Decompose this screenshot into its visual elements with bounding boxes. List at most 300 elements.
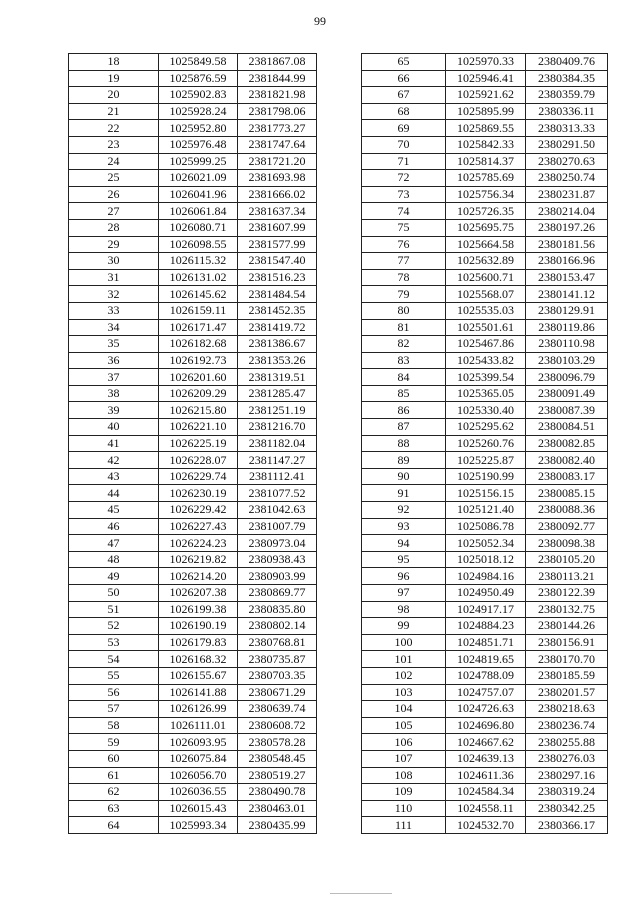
y-coordinate-cell: 2380639.74 [238,701,317,718]
x-coordinate-cell: 1025952.80 [159,120,238,137]
x-coordinate-cell: 1026192.73 [159,352,238,369]
table-row [69,767,317,784]
point-number-cell: 23 [69,136,159,153]
table-row [362,186,608,203]
table-row [362,585,608,602]
y-coordinate-cell: 2380082.85 [526,435,608,452]
point-number-cell: 95 [362,551,446,568]
table-row [362,452,608,469]
y-coordinate-cell: 2380153.47 [526,269,608,286]
point-number-cell: 94 [362,535,446,552]
point-number-cell: 62 [69,784,159,801]
table-row [362,701,608,718]
point-number-cell: 35 [69,336,159,353]
y-coordinate-cell: 2380519.27 [238,767,317,784]
y-coordinate-cell: 2380835.80 [238,601,317,618]
table-row [362,817,608,834]
y-coordinate-cell: 2380092.77 [526,518,608,535]
table-row [362,336,608,353]
point-number-cell: 63 [69,800,159,817]
x-coordinate-cell: 1026061.84 [159,203,238,220]
x-coordinate-cell: 1026115.32 [159,253,238,270]
table-row [69,219,317,236]
table-row [69,667,317,684]
table-row [362,54,608,71]
point-number-cell: 97 [362,585,446,602]
y-coordinate-cell: 2380548.45 [238,750,317,767]
x-coordinate-cell: 1025121.40 [446,502,526,519]
x-coordinate-cell: 1024667.62 [446,734,526,751]
point-number-cell: 32 [69,286,159,303]
table-row [362,618,608,635]
table-row [69,136,317,153]
table-row [362,502,608,519]
y-coordinate-cell: 2380083.17 [526,468,608,485]
y-coordinate-cell: 2381721.20 [238,153,317,170]
y-coordinate-cell: 2380409.76 [526,54,608,71]
table-row [69,236,317,253]
table-row [69,385,317,402]
point-number-cell: 48 [69,551,159,568]
point-number-cell: 25 [69,170,159,187]
x-coordinate-cell: 1025330.40 [446,402,526,419]
table-body-right [362,54,608,834]
table-row [362,468,608,485]
point-number-cell: 77 [362,253,446,270]
point-number-cell: 68 [362,103,446,120]
y-coordinate-cell: 2381798.06 [238,103,317,120]
point-number-cell: 19 [69,70,159,87]
table-row [362,750,608,767]
x-coordinate-cell: 1025600.71 [446,269,526,286]
table-row [69,784,317,801]
x-coordinate-cell: 1024917.17 [446,601,526,618]
point-number-cell: 59 [69,734,159,751]
y-coordinate-cell: 2380166.96 [526,253,608,270]
point-number-cell: 47 [69,535,159,552]
y-coordinate-cell: 2380141.12 [526,286,608,303]
table-row [69,302,317,319]
x-coordinate-cell: 1024950.49 [446,585,526,602]
x-coordinate-cell: 1026215.80 [159,402,238,419]
table-row [69,485,317,502]
x-coordinate-cell: 1026229.74 [159,468,238,485]
point-number-cell: 24 [69,153,159,170]
table-row [69,419,317,436]
y-coordinate-cell: 2381386.67 [238,336,317,353]
point-number-cell: 109 [362,784,446,801]
footer-rule [330,893,392,894]
x-coordinate-cell: 1024819.65 [446,651,526,668]
table-row [69,684,317,701]
x-coordinate-cell: 1025695.75 [446,219,526,236]
y-coordinate-cell: 2381577.99 [238,236,317,253]
table-row [362,103,608,120]
y-coordinate-cell: 2380098.38 [526,535,608,552]
table-row [362,518,608,535]
x-coordinate-cell: 1024757.07 [446,684,526,701]
table-row [362,136,608,153]
x-coordinate-cell: 1025993.34 [159,817,238,834]
point-number-cell: 51 [69,601,159,618]
y-coordinate-cell: 2380084.51 [526,419,608,436]
point-number-cell: 82 [362,336,446,353]
point-number-cell: 108 [362,767,446,784]
point-number-cell: 79 [362,286,446,303]
y-coordinate-cell: 2381353.26 [238,352,317,369]
table-row [362,551,608,568]
table-row [362,485,608,502]
x-coordinate-cell: 1025156.15 [446,485,526,502]
table-row [362,302,608,319]
x-coordinate-cell: 1025814.37 [446,153,526,170]
x-coordinate-cell: 1025921.62 [446,87,526,104]
y-coordinate-cell: 2380938.43 [238,551,317,568]
x-coordinate-cell: 1026224.23 [159,535,238,552]
x-coordinate-cell: 1026190.19 [159,618,238,635]
y-coordinate-cell: 2380291.50 [526,136,608,153]
y-coordinate-cell: 2380156.91 [526,634,608,651]
table-row [362,70,608,87]
coordinate-table-right [361,53,608,834]
table-row [362,535,608,552]
y-coordinate-cell: 2381112.41 [238,468,317,485]
point-number-cell: 66 [362,70,446,87]
point-number-cell: 22 [69,120,159,137]
table-row [69,585,317,602]
x-coordinate-cell: 1026145.62 [159,286,238,303]
y-coordinate-cell: 2381867.08 [238,54,317,71]
x-coordinate-cell: 1025433.82 [446,352,526,369]
point-number-cell: 80 [362,302,446,319]
point-number-cell: 107 [362,750,446,767]
x-coordinate-cell: 1025999.25 [159,153,238,170]
y-coordinate-cell: 2381452.35 [238,302,317,319]
point-number-cell: 46 [69,518,159,535]
table-row [69,634,317,651]
table-row [69,103,317,120]
point-number-cell: 85 [362,385,446,402]
point-number-cell: 75 [362,219,446,236]
point-number-cell: 64 [69,817,159,834]
point-number-cell: 71 [362,153,446,170]
y-coordinate-cell: 2380088.36 [526,502,608,519]
table-row [362,236,608,253]
x-coordinate-cell: 1024696.80 [446,717,526,734]
x-coordinate-cell: 1025568.07 [446,286,526,303]
table-row [362,651,608,668]
y-coordinate-cell: 2380313.33 [526,120,608,137]
table-row [362,402,608,419]
y-coordinate-cell: 2380087.39 [526,402,608,419]
x-coordinate-cell: 1025842.33 [446,136,526,153]
point-number-cell: 89 [362,452,446,469]
x-coordinate-cell: 1025902.83 [159,87,238,104]
point-number-cell: 99 [362,618,446,635]
x-coordinate-cell: 1025052.34 [446,535,526,552]
point-number-cell: 31 [69,269,159,286]
x-coordinate-cell: 1026207.38 [159,585,238,602]
point-number-cell: 81 [362,319,446,336]
coordinate-table-left [68,53,317,834]
y-coordinate-cell: 2381844.99 [238,70,317,87]
point-number-cell: 36 [69,352,159,369]
point-number-cell: 42 [69,452,159,469]
y-coordinate-cell: 2380197.26 [526,219,608,236]
x-coordinate-cell: 1025467.86 [446,336,526,353]
table-row [69,568,317,585]
point-number-cell: 98 [362,601,446,618]
y-coordinate-cell: 2380359.79 [526,87,608,104]
table-row [362,419,608,436]
table-row [69,402,317,419]
point-number-cell: 56 [69,684,159,701]
y-coordinate-cell: 2380250.74 [526,170,608,187]
table-row [362,601,608,618]
point-number-cell: 92 [362,502,446,519]
y-coordinate-cell: 2380435.99 [238,817,317,834]
x-coordinate-cell: 1025365.05 [446,385,526,402]
y-coordinate-cell: 2380096.79 [526,369,608,386]
point-number-cell: 55 [69,667,159,684]
table-row [362,784,608,801]
point-number-cell: 101 [362,651,446,668]
table-row [69,800,317,817]
table-row [69,518,317,535]
y-coordinate-cell: 2380181.56 [526,236,608,253]
table-row [69,286,317,303]
x-coordinate-cell: 1025086.78 [446,518,526,535]
table-row [362,352,608,369]
y-coordinate-cell: 2381484.54 [238,286,317,303]
x-coordinate-cell: 1025928.24 [159,103,238,120]
y-coordinate-cell: 2380578.28 [238,734,317,751]
table-row [69,750,317,767]
y-coordinate-cell: 2380319.24 [526,784,608,801]
point-number-cell: 67 [362,87,446,104]
y-coordinate-cell: 2380366.17 [526,817,608,834]
table-row [69,54,317,71]
y-coordinate-cell: 2381182.04 [238,435,317,452]
table-row [362,634,608,651]
y-coordinate-cell: 2381747.64 [238,136,317,153]
y-coordinate-cell: 2381516.23 [238,269,317,286]
point-number-cell: 110 [362,800,446,817]
x-coordinate-cell: 1024558.11 [446,800,526,817]
point-number-cell: 105 [362,717,446,734]
y-coordinate-cell: 2381637.34 [238,203,317,220]
y-coordinate-cell: 2381077.52 [238,485,317,502]
y-coordinate-cell: 2380122.39 [526,585,608,602]
x-coordinate-cell: 1025970.33 [446,54,526,71]
x-coordinate-cell: 1024984.16 [446,568,526,585]
x-coordinate-cell: 1026093.95 [159,734,238,751]
table-row [69,551,317,568]
y-coordinate-cell: 2381319.51 [238,369,317,386]
table-row [362,568,608,585]
y-coordinate-cell: 2380144.26 [526,618,608,635]
x-coordinate-cell: 1026141.88 [159,684,238,701]
y-coordinate-cell: 2380201.57 [526,684,608,701]
x-coordinate-cell: 1025726.35 [446,203,526,220]
y-coordinate-cell: 2381547.40 [238,253,317,270]
y-coordinate-cell: 2381042.63 [238,502,317,519]
table-row [362,286,608,303]
table-row [362,717,608,734]
point-number-cell: 72 [362,170,446,187]
point-number-cell: 52 [69,618,159,635]
x-coordinate-cell: 1024639.13 [446,750,526,767]
table-row [69,535,317,552]
y-coordinate-cell: 2380703.35 [238,667,317,684]
point-number-cell: 58 [69,717,159,734]
table-row [69,502,317,519]
y-coordinate-cell: 2380082.40 [526,452,608,469]
y-coordinate-cell: 2380735.87 [238,651,317,668]
x-coordinate-cell: 1025295.62 [446,419,526,436]
point-number-cell: 111 [362,817,446,834]
y-coordinate-cell: 2381285.47 [238,385,317,402]
table-row [362,385,608,402]
point-number-cell: 53 [69,634,159,651]
y-coordinate-cell: 2380802.14 [238,618,317,635]
point-number-cell: 73 [362,186,446,203]
y-coordinate-cell: 2380973.04 [238,535,317,552]
x-coordinate-cell: 1025225.87 [446,452,526,469]
x-coordinate-cell: 1026155.67 [159,667,238,684]
x-coordinate-cell: 1025399.54 [446,369,526,386]
x-coordinate-cell: 1024851.71 [446,634,526,651]
point-number-cell: 70 [362,136,446,153]
table-row [69,70,317,87]
point-number-cell: 44 [69,485,159,502]
y-coordinate-cell: 2380218.63 [526,701,608,718]
x-coordinate-cell: 1026021.09 [159,170,238,187]
x-coordinate-cell: 1025260.76 [446,435,526,452]
y-coordinate-cell: 2380608.72 [238,717,317,734]
point-number-cell: 96 [362,568,446,585]
point-number-cell: 37 [69,369,159,386]
point-number-cell: 90 [362,468,446,485]
y-coordinate-cell: 2381216.70 [238,419,317,436]
table-row [69,435,317,452]
table-row [69,319,317,336]
table-row [69,203,317,220]
table-row [362,120,608,137]
table-row [69,253,317,270]
x-coordinate-cell: 1024532.70 [446,817,526,834]
point-number-cell: 100 [362,634,446,651]
table-row [362,319,608,336]
table-row [69,651,317,668]
point-number-cell: 28 [69,219,159,236]
page-number: 99 [314,14,326,28]
x-coordinate-cell: 1025501.61 [446,319,526,336]
table-row [362,253,608,270]
y-coordinate-cell: 2380297.16 [526,767,608,784]
table-row [362,369,608,386]
y-coordinate-cell: 2380170.70 [526,651,608,668]
point-number-cell: 61 [69,767,159,784]
table-row [362,153,608,170]
x-coordinate-cell: 1026159.11 [159,302,238,319]
point-number-cell: 84 [362,369,446,386]
x-coordinate-cell: 1024584.34 [446,784,526,801]
table-row [69,170,317,187]
point-number-cell: 93 [362,518,446,535]
point-number-cell: 45 [69,502,159,519]
point-number-cell: 43 [69,468,159,485]
x-coordinate-cell: 1026041.96 [159,186,238,203]
table-row [69,452,317,469]
point-number-cell: 76 [362,236,446,253]
x-coordinate-cell: 1026080.71 [159,219,238,236]
x-coordinate-cell: 1024726.63 [446,701,526,718]
table-row [69,186,317,203]
x-coordinate-cell: 1026214.20 [159,568,238,585]
point-number-cell: 60 [69,750,159,767]
x-coordinate-cell: 1026182.68 [159,336,238,353]
y-coordinate-cell: 2380255.88 [526,734,608,751]
y-coordinate-cell: 2380270.63 [526,153,608,170]
x-coordinate-cell: 1025895.99 [446,103,526,120]
table-row [69,153,317,170]
y-coordinate-cell: 2380110.98 [526,336,608,353]
point-number-cell: 106 [362,734,446,751]
x-coordinate-cell: 1026015.43 [159,800,238,817]
x-coordinate-cell: 1025976.48 [159,136,238,153]
x-coordinate-cell: 1025018.12 [446,551,526,568]
y-coordinate-cell: 2380463.01 [238,800,317,817]
y-coordinate-cell: 2380091.49 [526,385,608,402]
x-coordinate-cell: 1025190.99 [446,468,526,485]
x-coordinate-cell: 1024884.23 [446,618,526,635]
point-number-cell: 38 [69,385,159,402]
y-coordinate-cell: 2380214.04 [526,203,608,220]
x-coordinate-cell: 1026111.01 [159,717,238,734]
x-coordinate-cell: 1026075.84 [159,750,238,767]
point-number-cell: 33 [69,302,159,319]
y-coordinate-cell: 2380869.77 [238,585,317,602]
table-row [69,336,317,353]
point-number-cell: 74 [362,203,446,220]
point-number-cell: 83 [362,352,446,369]
point-number-cell: 102 [362,667,446,684]
point-number-cell: 50 [69,585,159,602]
y-coordinate-cell: 2381607.99 [238,219,317,236]
table-row [362,767,608,784]
y-coordinate-cell: 2380105.20 [526,551,608,568]
x-coordinate-cell: 1024611.36 [446,767,526,784]
y-coordinate-cell: 2381147.27 [238,452,317,469]
x-coordinate-cell: 1025869.55 [446,120,526,137]
table-row [362,269,608,286]
y-coordinate-cell: 2380132.75 [526,601,608,618]
point-number-cell: 88 [362,435,446,452]
x-coordinate-cell: 1026225.19 [159,435,238,452]
x-coordinate-cell: 1026131.02 [159,269,238,286]
x-coordinate-cell: 1025785.69 [446,170,526,187]
table-row [69,717,317,734]
y-coordinate-cell: 2381419.72 [238,319,317,336]
x-coordinate-cell: 1026219.82 [159,551,238,568]
x-coordinate-cell: 1025535.03 [446,302,526,319]
y-coordinate-cell: 2380342.25 [526,800,608,817]
x-coordinate-cell: 1026056.70 [159,767,238,784]
point-number-cell: 49 [69,568,159,585]
table-row [362,170,608,187]
table-row [362,684,608,701]
